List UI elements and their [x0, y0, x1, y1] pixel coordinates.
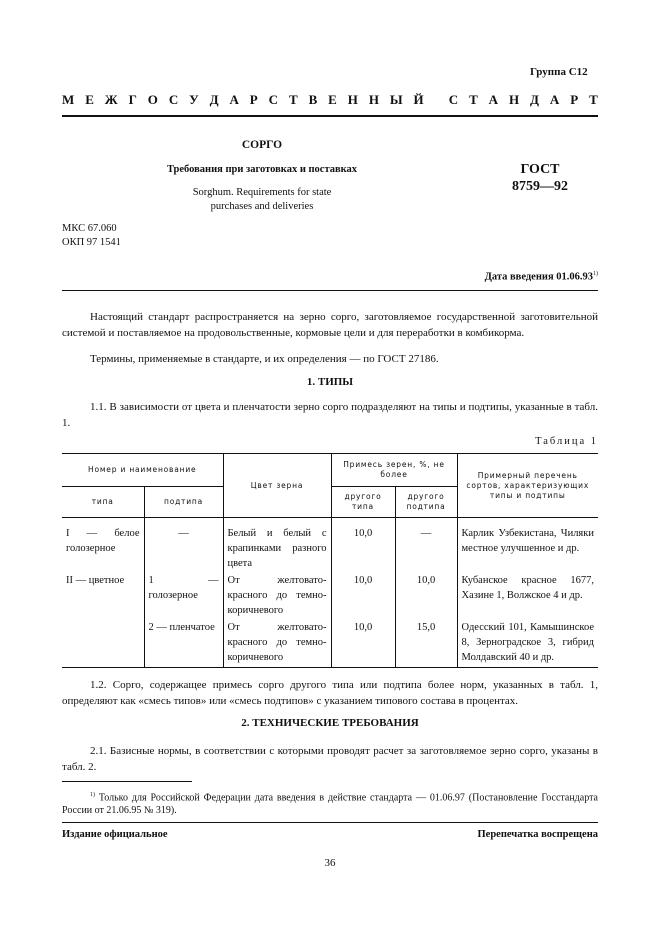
heading-letter: А — [549, 92, 560, 107]
table-row — [62, 518, 598, 574]
terms-paragraph-text: Термины, применяемые в стандарте, и их определения — по ГОСТ 27186. — [90, 353, 439, 365]
heading-letter: Е — [85, 92, 94, 107]
cell-other-type: 10,0 — [331, 518, 395, 574]
section-2-heading: 2. ТЕХНИЧЕСКИЕ ТРЕБОВАНИЯ — [241, 717, 419, 729]
heading-letter: С — [448, 92, 459, 107]
table-row — [62, 573, 598, 620]
terms-paragraph — [62, 351, 598, 367]
official-edition-label: Издание официальное — [62, 829, 168, 840]
table-header-row-1 — [62, 454, 598, 487]
cell-subtype: 2 — пленчатое — [144, 620, 223, 668]
gost-label: ГОСТ — [520, 162, 560, 177]
date-rule — [62, 290, 598, 291]
clause-2-1-text: 2.1. Базисные нормы, в соответствии с которыми проводят расчет за заготовляемое зерно сорго, указаны в табл. 2. — [62, 745, 598, 773]
clause-1-1 — [62, 399, 598, 431]
cell-color: От желтовато-красного до темно-коричневого — [223, 573, 331, 620]
english-title — [62, 186, 462, 214]
cell-type: I — белое голозерное — [62, 518, 144, 574]
heading-letter: М — [62, 92, 75, 107]
footnote-rule — [62, 781, 192, 782]
cell-color: От желтовато-красного до темно-коричневого — [223, 620, 331, 668]
clause-2-1 — [62, 743, 598, 775]
heading-letter: Ж — [104, 92, 118, 107]
header-rule — [62, 115, 598, 117]
document-subtitle: Требования при заготовках и поставках — [166, 164, 358, 175]
heading-letter: А — [488, 92, 499, 107]
section-1-heading: 1. ТИПЫ — [306, 376, 354, 388]
group-code: Группа С12 — [530, 66, 588, 78]
heading-letter: Ы — [389, 92, 403, 107]
table-row — [62, 620, 598, 668]
intro-paragraph-text: Настоящий стандарт распространяется на зерно сорго, заготовляемое государственной заготовительной системой и поставляемое на продовольственные, кормовые цели и для переработки в комбикорма. — [62, 311, 598, 339]
heading-letter: Н — [508, 92, 520, 107]
introduction-date — [300, 271, 598, 283]
heading-letter: А — [229, 92, 239, 107]
heading-letter: Р — [249, 92, 258, 107]
heading-letter: С — [168, 92, 179, 107]
introduction-date-text: Дата введения 01.06.93 — [484, 271, 593, 283]
heading-letter: Г — [128, 92, 137, 107]
english-title-line1: Sorghum. Requirements for state — [192, 187, 332, 198]
heading-letter: Т — [469, 92, 478, 107]
cell-varieties: Одесский 101, Камышинское 8, Зерноградское 3, гибрид Молдавский 40 и др. — [457, 620, 598, 668]
table-1 — [62, 453, 598, 668]
footer-rule — [62, 822, 598, 823]
classification-codes — [62, 222, 121, 250]
header-admixture: Примесь зерен, %, не более — [331, 454, 457, 487]
reprint-prohibited-label: Перепечатка воспрещена — [477, 829, 598, 840]
okp-code: ОКП 97 1541 — [62, 237, 121, 248]
header-other-type: другого типа — [331, 487, 395, 518]
footnote-mark: 1) — [90, 792, 95, 798]
cell-varieties: Карлик Узбекистана, Чиляки местное улучшенное и др. — [457, 518, 598, 574]
header-number-name: Номер и наименование — [62, 454, 223, 487]
clause-1-1-text: 1.1. В зависимости от цвета и пленчатости зерно сорго подразделяют на типы и подтипы, указанные в табл. 1. — [62, 401, 598, 429]
heading-letter: Н — [347, 92, 358, 107]
intro-paragraph — [62, 309, 598, 341]
clause-1-2 — [62, 677, 598, 709]
heading-letter: Т — [288, 92, 298, 107]
heading-letter: Е — [328, 92, 337, 107]
header-other-subtype: другого подтипа — [395, 487, 457, 518]
header-varieties: Примерный перечень сортов, характеризующих типы и подтипы — [457, 454, 598, 518]
cell-type: II — цветное — [62, 573, 144, 620]
heading-letter: Й — [413, 92, 424, 107]
document-title: СОРГО — [241, 139, 283, 151]
page-number: 36 — [324, 857, 336, 869]
heading-letter: Р — [570, 92, 579, 107]
gost-number: 8759—92 — [512, 179, 568, 194]
cell-type — [62, 620, 144, 668]
interstate-standard-heading — [62, 92, 598, 108]
heading-letter: Д — [209, 92, 219, 107]
header-subtype: подтипа — [144, 487, 223, 518]
heading-letter — [435, 92, 438, 108]
footnote-text: Только для Российской Федерации дата введения в действие стандарта — 01.06.97 (Постановление Госстандарта России от 21.06.95 № 319). — [62, 792, 598, 817]
cell-other-type: 10,0 — [331, 573, 395, 620]
cell-color: Белый и белый с крапинками разного цвета — [223, 518, 331, 574]
header-type: типа — [62, 487, 144, 518]
heading-letter: О — [147, 92, 158, 107]
heading-letter: У — [189, 92, 199, 107]
english-title-line2: purchases and deliveries — [210, 201, 314, 212]
footnote — [62, 789, 598, 817]
heading-letter: В — [308, 92, 318, 107]
cell-other-subtype: — — [395, 518, 457, 574]
heading-letter: Д — [530, 92, 539, 107]
heading-letter: Т — [589, 92, 598, 107]
cell-varieties: Кубанское красное 1677, Хазине 1, Волжское 4 и др. — [457, 573, 598, 620]
cell-subtype: — — [144, 518, 223, 574]
cell-other-subtype: 15,0 — [395, 620, 457, 668]
cell-other-type: 10,0 — [331, 620, 395, 668]
header-grain-color: Цвет зерна — [223, 454, 331, 518]
gost-designation — [500, 161, 580, 195]
table-1-label: Таблица 1 — [535, 436, 598, 447]
clause-1-2-text: 1.2. Сорго, содержащее примесь сорго другого типа или подтипа более норм, указанных в табл. 1, определяют как «смесь типов» или «смесь подтипов» с указанием типового состава в процентах. — [62, 679, 598, 707]
cell-other-subtype: 10,0 — [395, 573, 457, 620]
cell-subtype: 1 — голозерное — [144, 573, 223, 620]
heading-letter: Н — [368, 92, 379, 107]
heading-letter: С — [268, 92, 279, 107]
mks-code: МКС 67.060 — [62, 223, 117, 234]
footnote-ref: 1) — [593, 271, 598, 277]
